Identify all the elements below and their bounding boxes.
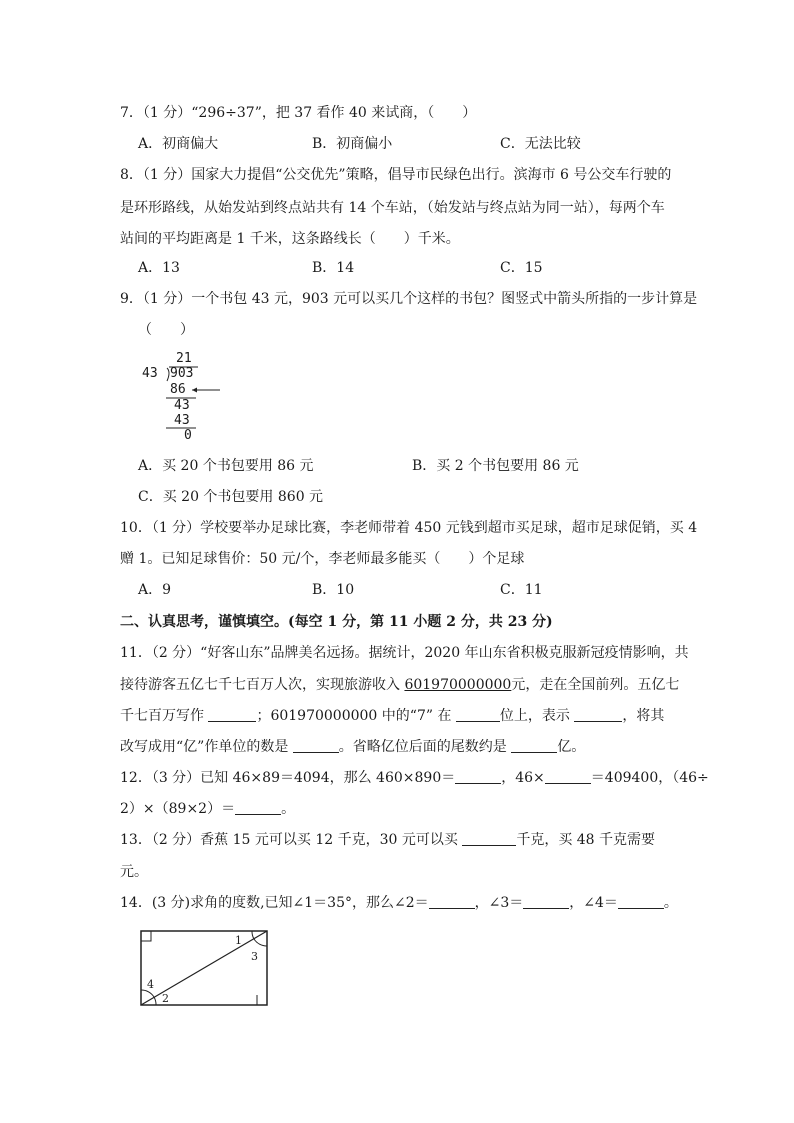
q11-blank-3[interactable] <box>574 707 622 722</box>
section-2-title: 二、认真思考，谨慎填空。(每空 1 分，第 11 小题 2 分，共 23 分) <box>120 614 553 630</box>
division-step3: 43 <box>174 413 190 428</box>
q14-blank-3[interactable] <box>618 894 664 909</box>
division-lines <box>140 360 230 435</box>
q11-line2-text-a: 接待游客五亿七千七百万人次，实现旅游收入 <box>120 677 405 693</box>
right-angle-mark-bottom-right <box>257 995 267 1005</box>
q11-line4-text-c: 亿。 <box>557 739 586 755</box>
angle-label-3: 3 <box>251 950 258 963</box>
division-remainder: 0 <box>184 428 192 443</box>
q13-stem-line1 <box>120 830 655 850</box>
q14-line1-text-c: ，∠4＝ <box>569 895 618 911</box>
q11-line3-text-b: ；601970000000 中的“7” 在 <box>256 708 456 724</box>
arrow-left-icon <box>192 388 197 393</box>
q11-stem-line1: 11．（2 分）“好客山东”品牌美名远扬。据统计，2020 年山东省积极克服新冠疫情影响，共 <box>120 645 689 661</box>
q12-blank-1[interactable] <box>455 769 501 784</box>
q12-stem-line1 <box>120 768 709 788</box>
q8-stem-line3: 站间的平均距离是 1 千米，这条路线长（ ）千米。 <box>120 231 460 247</box>
q12-blank-3[interactable] <box>235 800 281 815</box>
q11-stem-line3 <box>120 706 664 726</box>
angle-3-arc <box>254 939 267 946</box>
division-step2: 43 <box>174 398 190 413</box>
division-dividend: 903 <box>170 366 194 381</box>
q14-blank-1[interactable] <box>429 894 475 909</box>
angle-4-arc <box>141 990 154 997</box>
division-quotient: 21 <box>176 351 192 366</box>
q9-option-b[interactable]: B．买 2 个书包要用 86 元 <box>412 458 579 474</box>
angle-2-arc <box>154 997 156 1005</box>
q11-line3-text-c: 位上，表示 <box>499 708 575 724</box>
q12-blank-2[interactable] <box>545 769 591 784</box>
q11-stem-line2 <box>120 675 679 695</box>
q7-option-c[interactable]: C．无法比较 <box>500 136 581 152</box>
q8-stem-line2: 是环形路线，从始发站到终点站共有 14 个车站，（始发站与终点站为同一站），每两个车 <box>120 200 665 216</box>
q13-blank-1[interactable] <box>462 831 516 846</box>
q9-option-a[interactable]: A．买 20 个书包要用 86 元 <box>138 458 314 474</box>
right-angle-mark-top-left <box>141 931 151 941</box>
division-step1: 86 <box>170 382 186 397</box>
q11-blank-2[interactable] <box>456 707 500 722</box>
q11-blank-4[interactable] <box>293 738 339 753</box>
q14-line1-text-d: 。 <box>663 895 678 911</box>
q10-option-c[interactable]: C．11 <box>500 582 543 598</box>
division-divisor: 43 <box>142 366 158 381</box>
q10-stem-line2: 赠 1。已知足球售价：50 元/个，李老师最多能买（ ）个足球 <box>120 551 525 567</box>
diagonal-line <box>141 931 267 1005</box>
q8-option-a[interactable]: A．13 <box>138 260 180 276</box>
q14-line1-text-b: ，∠3＝ <box>474 895 524 911</box>
q14-line1-text-a: 14．(3 分)求角的度数,已知∠1＝35°，那么∠2＝ <box>120 895 429 911</box>
q11-line2-text-b: 元，走在全国前列。五亿七 <box>511 677 680 693</box>
q9-stem-line2: （ ） <box>138 322 194 338</box>
angle-label-2: 2 <box>162 992 169 1005</box>
angle-1-arc <box>252 931 254 939</box>
angle-label-4: 4 <box>147 978 154 991</box>
q10-option-a[interactable]: A．9 <box>138 582 172 598</box>
q12-line1-text-b: ，46× <box>501 770 545 786</box>
q12-stem-line2 <box>120 799 295 819</box>
angle-label-1: 1 <box>235 934 242 947</box>
q9-stem-line1: 9．（1 分）一个书包 43 元，903 元可以买几个这样的书包？图竖式中箭头所指的一步计算是 <box>120 291 698 307</box>
q8-option-b[interactable]: B．14 <box>312 260 355 276</box>
q10-stem-line1: 10．（1 分）学校要举办足球比赛，李老师带着 450 元钱到超市买足球，超市足球促销，买 4 <box>120 520 698 536</box>
q7-option-a[interactable]: A．初商偏大 <box>138 136 219 152</box>
q11-line4-text-b: 。省略亿位后面的尾数约是 <box>338 739 512 755</box>
q9-option-c[interactable]: C．买 20 个书包要用 860 元 <box>138 489 324 505</box>
q11-blank-1[interactable] <box>208 707 256 722</box>
q8-stem-line1: 8．（1 分）国家大力提倡“公交优先”策略，倡导市民绿色出行。滨海市 6 号公交车行驶的 <box>120 167 672 183</box>
q12-line1-text-c: ＝409400，（46÷ <box>590 770 709 786</box>
q14-blank-2[interactable] <box>523 894 569 909</box>
q10-option-b[interactable]: B．10 <box>312 582 355 598</box>
q14-stem-line1 <box>120 893 678 913</box>
q12-line1-text-a: 12．（3 分）已知 46×89＝4094，那么 460×890＝ <box>120 770 456 786</box>
q8-option-c[interactable]: C．15 <box>500 260 543 276</box>
q13-stem-line2: 元。 <box>120 864 148 880</box>
rectangle-angle-figure <box>138 928 270 1008</box>
q7-stem: 7．（1 分）“296÷37”，把 37 看作 40 来试商，（ ） <box>120 105 477 121</box>
q11-underlined-number: 601970000000 <box>404 677 512 693</box>
q11-line3-text-d: ，将其 <box>622 708 665 724</box>
q13-line1-text-a: 13．（2 分）香蕉 15 元可以买 12 千克，30 元可以买 <box>120 832 463 848</box>
q11-stem-line4 <box>120 737 585 757</box>
q11-blank-5[interactable] <box>511 738 557 753</box>
q11-line4-text-a: 改写成用“亿”作单位的数是 <box>120 739 293 755</box>
q13-line1-text-b: 千克，买 48 千克需要 <box>516 832 656 848</box>
q7-option-b[interactable]: B．初商偏小 <box>312 136 393 152</box>
q12-line2-text-b: 。 <box>281 801 296 817</box>
q12-line2-text-a: 2）×（89×2）＝ <box>120 801 236 817</box>
q11-line3-text-a: 千七百万写作 <box>120 708 209 724</box>
